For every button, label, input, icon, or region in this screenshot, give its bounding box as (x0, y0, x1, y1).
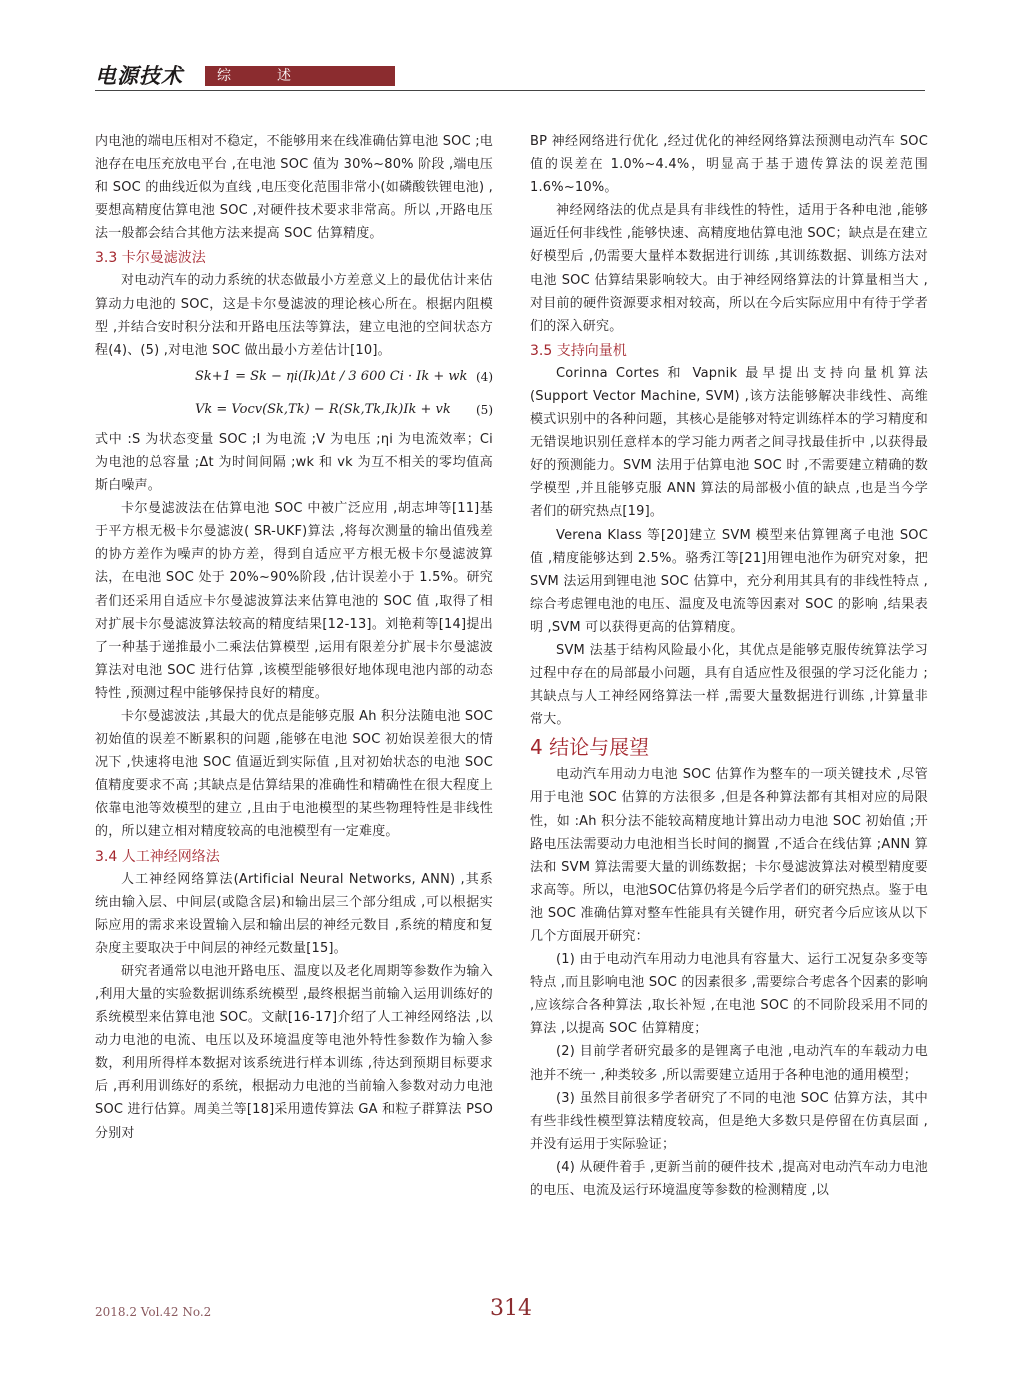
paragraph: 电动汽车用动力电池 SOC 估算作为整车的一项关键技术 ,尽管用于电池 SOC 估算的方法很多 ,但是各种算法都有其相对应的局限性，如 :Ah 积分法不能较高精度地计算出动力电池 SOC 初始值 ;开路电压法需要动力电池相当长时间的搁置 ,不适合在线估算 ;ANN 算法和 SVM 算法需要大量的训练数据；卡尔曼滤波算法对模型精度要求高等。所以，电池SOC估算仍将是今后学者们的研究热点。鉴于电池 SOC 准确估算对整车性能具有关键作用，研究者今后应该从以下几个方面展开研究： (530, 767, 928, 944)
header-rule (95, 90, 925, 91)
subsection-heading: 3.3 卡尔曼滤波法 (95, 250, 206, 267)
section-label-char-2: 述 (277, 68, 291, 84)
right-column (530, 130, 928, 1202)
paragraph: 卡尔曼滤波法在估算电池 SOC 中被广泛应用 ,胡志坤等[11]基于平方根无极卡尔曼滤波( SR-UKF)算法 ,将每次测量的输出值残差的协方差作为噪声的协方差，得到自适应平方根无极卡尔曼滤波算法，在电池 SOC 处于 20%~90%阶段 ,估计误差小于 1.5%。研究者们还采用自适应卡尔曼滤波算法来估算电池的 SOC 值 ,取得了相对扩展卡尔曼滤波算法较高的精度结果[12-13]。刘艳莉等[14]提出了一种基于递推最小二乘法估算模型 ,运用有限差分扩展卡尔曼滤波算法对电池 SOC 进行估算 ,该模型能够很好地体现电池内部的动态特性 ,预测过程中能够保持良好的精度。 (95, 501, 493, 701)
paragraph: 内电池的端电压相对不稳定，不能够用来在线准确估算电池 SOC ;电池存在电压充放电平台 ,在电池 SOC 值为 30%~80% 阶段 ,端电压和 SOC 的曲线近似为直线 ,电压变化范围非常小(如磷酸铁锂电池) ,要想高精度估算电池 SOC ,对硬件技术要求非常高。所以 ,开路电压法一般都会结合其他方法来提高 SOC 估算精度。 (95, 134, 493, 242)
equation-4 (95, 362, 493, 395)
journal-logo: 电源技术 (95, 64, 183, 88)
page-header (95, 62, 925, 90)
equation-body: Sk+1 = Sk − ηi(Ik)Δt / 3 600 Ci · Ik + wk (195, 368, 468, 384)
paragraph: (3) 虽然目前很多学者研究了不同的电池 SOC 估算方法，其中有些非线性模型算法精度较高，但是绝大多数只是停留在仿真层面 ,并没有运用于实际验证； (530, 1090, 928, 1152)
paragraph: (4) 从硬件着手 ,更新当前的硬件技术 ,提高对电动汽车动力电池的电压、电流及运行环境温度等参数的检测精度 ,以 (530, 1159, 928, 1199)
paragraph: (2) 目前学者研究最多的是锂离子电池 ,电动汽车的车载动力电池并不统一 ,种类较多 ,所以需要建立适用于各种电池的通用模型； (530, 1044, 928, 1083)
paragraph: 人工神经网络算法(Artificial Neural Networks, ANN) ,其系统由输入层、中间层(或隐含层)和输出层三个部分组成 ,可以根据实际应用的需求来设置输入层和输出层的神经元数目 ,系统的精度和复杂度主要取决于中间层的神经元数量[15]。 (95, 871, 493, 956)
paragraph: 研究者通常以电池开路电压、温度以及老化周期等参数作为输入 ,利用大量的实验数据训练系统模型 ,最终根据当前输入运用训练好的系统模型来估算电池 SOC。文献[16-17]介绍了人工神经网络法 ,以动力电池的电流、电压以及环境温度等电池外特性参数作为输入参数，利用所得样本数据对该系统进行样本训练 ,待达到预期目标要求后 ,再利用训练好的系统，根据动力电池的当前输入参数对动力电池 SOC 进行估算。周美兰等[18]采用遗传算法 GA 和粒子群算法 PSO 分别对 (95, 963, 493, 1141)
paragraph: BP 神经网络进行优化 ,经过优化的神经网络算法预测电动汽车 SOC 值的误差在 1.0%~4.4%，明显高于基于遗传算法的误差范围 1.6%~10%。 (530, 134, 928, 196)
paragraph: Corinna Cortes 和 Vapnik 最早提出支持向量机算法(Support Vector Machine, SVM) ,该方法能够解决非线性、高维模式识别中的各种问题，其核心是能够对特定训练样本的学习精度和无错误地识别任意样本的学习能力两者之间寻找最佳折中 ,以获得最好的预测能力。SVM 法用于估算电池 SOC 时 ,不需要建立精确的数学模型 ,并且能够克服 ANN 算法的局部极小值的缺点 ,也是当今学者们的研究热点[19]。 (530, 365, 928, 520)
equation-number: (4) (476, 369, 493, 384)
paragraph: 神经网络法的优点是具有非线性的特性，适用于各种电池 ,能够逼近任何非线性 ,能够快速、高精度地估算电池 SOC；缺点是在建立好模型后 ,仍需要大量样本数据进行训练 ,其训练数据、训练方法对电池 SOC 估算结果影响较大。由于神经网络算法的计算量相当大 ,对目前的硬件资源要求相对较高，所以在今后实际应用中有待于学者们的深入研究。 (530, 203, 928, 334)
issue-info: 2018.2 Vol.42 No.2 (95, 1305, 212, 1319)
equation-5 (95, 395, 493, 428)
paragraph: 对电动汽车的动力系统的状态做最小方差意义上的最优估计来估算动力电池的 SOC，这是卡尔曼滤波的理论核心所在。根据内阻模型 ,并结合安时积分法和开路电压法等算法，建立电池的空间状态方程(4)、(5) ,对电池 SOC 做出最小方差估计[10]。 (95, 273, 493, 358)
equation-number: (5) (476, 402, 493, 417)
paragraph: Verena Klass 等[20]建立 SVM 模型来估算锂离子电池 SOC 值 ,精度能够达到 2.5%。骆秀江等[21]用锂电池作为研究对象，把 SVM 法运用到锂电池 SOC 估算中，充分利用其具有的非线性特点 ,综合考虑锂电池的电压、温度及电流等因素对 SOC 的影响 ,结果表明 ,SVM 可以获得更高的估算精度。 (530, 527, 928, 635)
paragraph: 式中 :S 为状态变量 SOC ;I 为电流 ;V 为电压 ;ηi 为电流效率；Ci 为电池的总容量 ;Δt 为时间间隔 ;wk 和 vk 为互不相关的零均值高斯白噪声。 (95, 431, 493, 494)
equation-body: Vk = Vocv(Sk,Tk) − R(Sk,Tk,Ik)Ik + vk (195, 401, 451, 417)
section-label-char-1: 综 (217, 68, 231, 84)
subsection-heading: 3.5 支持向量机 (530, 342, 627, 359)
left-column (95, 130, 493, 1145)
paragraph: SVM 法基于结构风险最小化，其优点是能够克服传统算法学习过程中存在的局部最小问题，具有自适应性及很强的学习泛化能力 ;其缺点与人工神经网络算法一样 ,需要大量数据进行训练 ,计算量非常大。 (530, 642, 928, 728)
paragraph: 卡尔曼滤波法 ,其最大的优点是能够克服 Ah 积分法随电池 SOC 初始值的误差不断累积的问题 ,能够在电池 SOC 初始误差很大的情况下 ,快速将电池 SOC 值逼近到实际值 ,且对初始状态的电池 SOC 值精度要求不高 ;其缺点是估算结果的准确性和精确性在很大程度上依靠电池等效模型的建立 ,且由于电池模型的某些物理特性是非线性的，所以建立相对精度较高的电池模型有一定难度。 (95, 708, 493, 840)
page-number: 314 (490, 1296, 532, 1321)
subsection-heading: 3.4 人工神经网络法 (95, 848, 220, 865)
section-heading: 4 结论与展望 (530, 735, 650, 760)
section-label-bar (205, 66, 395, 86)
paragraph: (1) 由于电动汽车用动力电池具有容量大、运行工况复杂多变等特点 ,而且影响电池 SOC 的因素很多 ,需要综合考虑各个因素的影响 ,应该综合各种算法 ,取长补短 ,在电池 SOC 的不同阶段采用不同的算法 ,以提高 SOC 估算精度； (530, 952, 928, 1037)
